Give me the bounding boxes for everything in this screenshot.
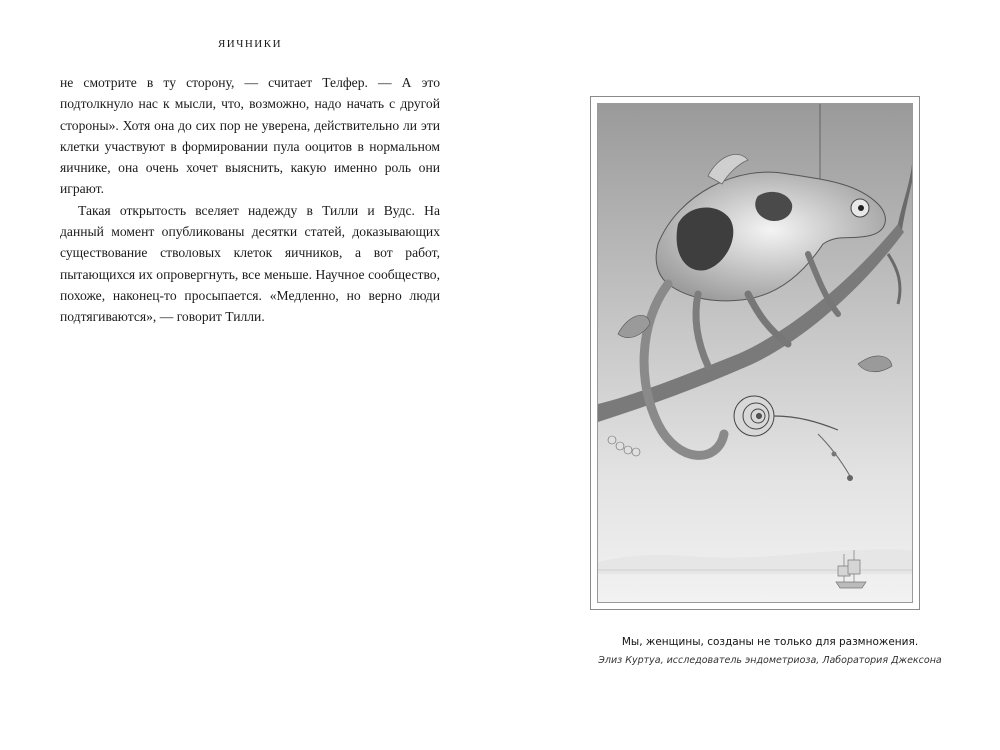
figure-caption: Мы, женщины, созданы не только для размножения. xyxy=(621,636,919,648)
body-text xyxy=(60,72,440,328)
illustration xyxy=(597,103,913,603)
snail-shell xyxy=(734,396,774,436)
illustration-frame xyxy=(590,96,920,610)
chameleon-illustration xyxy=(598,104,912,602)
paragraph: не смотрите в ту сторону, — считает Телфер. — А это подтолкнуло нас к мысли, что, возможно, надо начать с другой стороны». Хотя она до сих пор не уверена, действительно ли эти клетки участвуют в формировании пула ооцитов в нормальном яичнике, она очень хочет выяснить, какую именно роль они играют. xyxy=(60,75,440,197)
figure-credit: Элиз Куртуа, исследователь эндометриоза, Лаборатория Джексона xyxy=(598,655,942,666)
paragraph: Такая открытость вселяет надежду в Тилли и Вудс. На данный момент опубликованы десятки статей, доказывающих существование стволовых клеток яичников, а вот работ, пытающихся их опровергнуть, все меньше. Научное сообщество, похоже, наконец-то просыпается. «Медленно, но верно люди подтягиваются», — говорит Тилли. xyxy=(60,202,440,325)
right-page xyxy=(500,0,1000,750)
running-head: ЯИЧНИКИ xyxy=(217,38,283,50)
